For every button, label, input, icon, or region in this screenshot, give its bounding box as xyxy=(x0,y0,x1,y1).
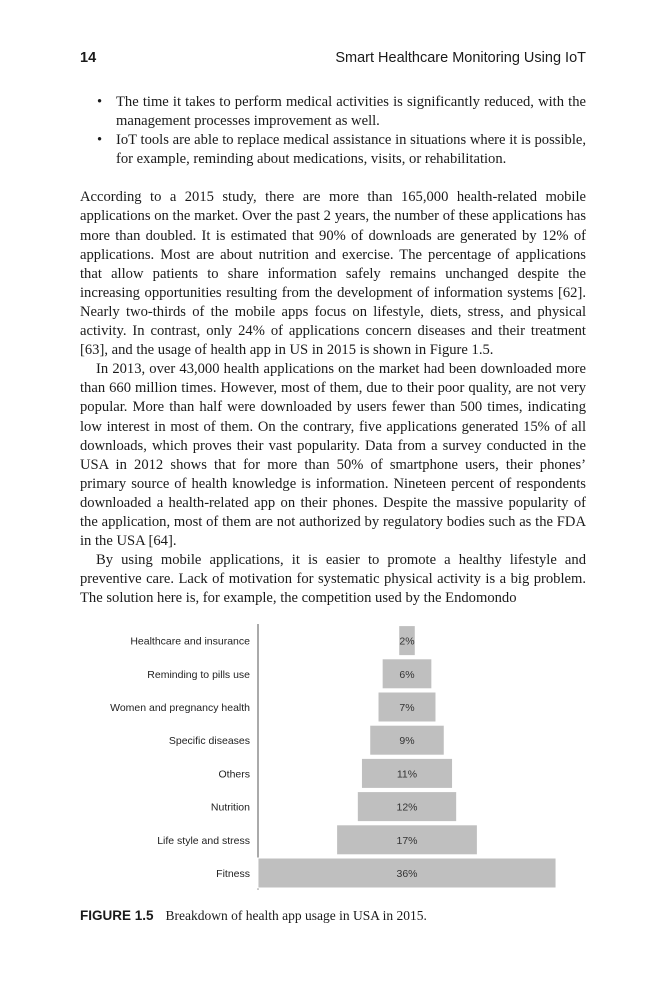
value-label: 36% xyxy=(396,868,418,880)
value-label: 17% xyxy=(396,834,418,847)
figure-label: FIGURE 1.5 xyxy=(80,908,154,923)
category-label: Specific diseases xyxy=(168,735,250,748)
health-app-usage-chart xyxy=(0,600,666,900)
category-label: Women and pregnancy health xyxy=(110,702,250,714)
value-label: 11% xyxy=(396,768,418,781)
value-label: 9% xyxy=(399,735,415,748)
category-label: Others xyxy=(218,768,250,781)
paragraph: By using mobile applications, it is easier to promote a healthy lifestyle and preventive care. Lack of motivation for systematic physical activity is a big problem. The solution here is, for example, the competition used by the Endomondo xyxy=(80,552,586,607)
body-text xyxy=(80,93,586,608)
paragraph: According to a 2015 study, there are more than 165,000 health-related mobile applications on the market. Over the past 2 years, the number of these applications has more than doubled. It is estimated that 90% of downloads are generated by 12% of applications. Most are about nutrition and exercise. The percentage of applications that allow patients to share information safely remains unchanged despite the increasing opportunities resulting from the development of information systems [62]. Nearly two-thirds of the mobile apps focus on lifestyle, diets, stress, and physical activity. In contrast, only 24% of applications concern diseases and their treatment [63], and the usage of health app in US in 2015 is shown in Figure 1.5. xyxy=(80,189,586,359)
category-label: Reminding to pills use xyxy=(147,668,250,681)
value-label: 12% xyxy=(396,801,418,814)
value-label: 6% xyxy=(399,668,415,681)
category-label: Fitness xyxy=(216,868,250,880)
value-label: 2% xyxy=(399,635,415,648)
category-label: Nutrition xyxy=(210,801,250,814)
paragraph: In 2013, over 43,000 health applications on the market had been downloaded more than 660 million times. However, most of them, due to their poor quality, are not very popular. More than half were downloaded by users fewer than 500 times, indicating low interest in most of them. On the contrary, five applications generated 15% of all downloads, which proves their vast popularity. Data from a survey conducted in the USA in 2012 shows that for more than 50% of smartphone users, their phones’ primary source of health knowledge is information. Nineteen percent of respondents downloaded a health-related app on their phones. Despite the massive popularity of the application, most of them are not authorized by regulatory bodies such as the FDA in the USA [64]. xyxy=(80,361,586,550)
caption-text: Breakdown of health app usage in USA in 2015. xyxy=(165,908,427,923)
value-label: 7% xyxy=(399,702,415,714)
category-label: Healthcare and insurance xyxy=(130,635,250,648)
figure-caption xyxy=(80,908,586,924)
bullet-list xyxy=(80,93,586,169)
figure xyxy=(0,600,666,900)
bullet-item: • IoT tools are able to replace medical assistance in situations where it is possible, for example, reminding about medications, visits, or rehabilitation. xyxy=(80,131,586,169)
bullet-item: • The time it takes to perform medical activities is significantly reduced, with the management processes improvement as well. xyxy=(80,93,586,131)
running-title: Smart Healthcare Monitoring Using IoT xyxy=(335,50,586,66)
page-header xyxy=(80,50,586,72)
page-number: 14 xyxy=(80,50,97,66)
category-label: Life style and stress xyxy=(157,834,250,847)
